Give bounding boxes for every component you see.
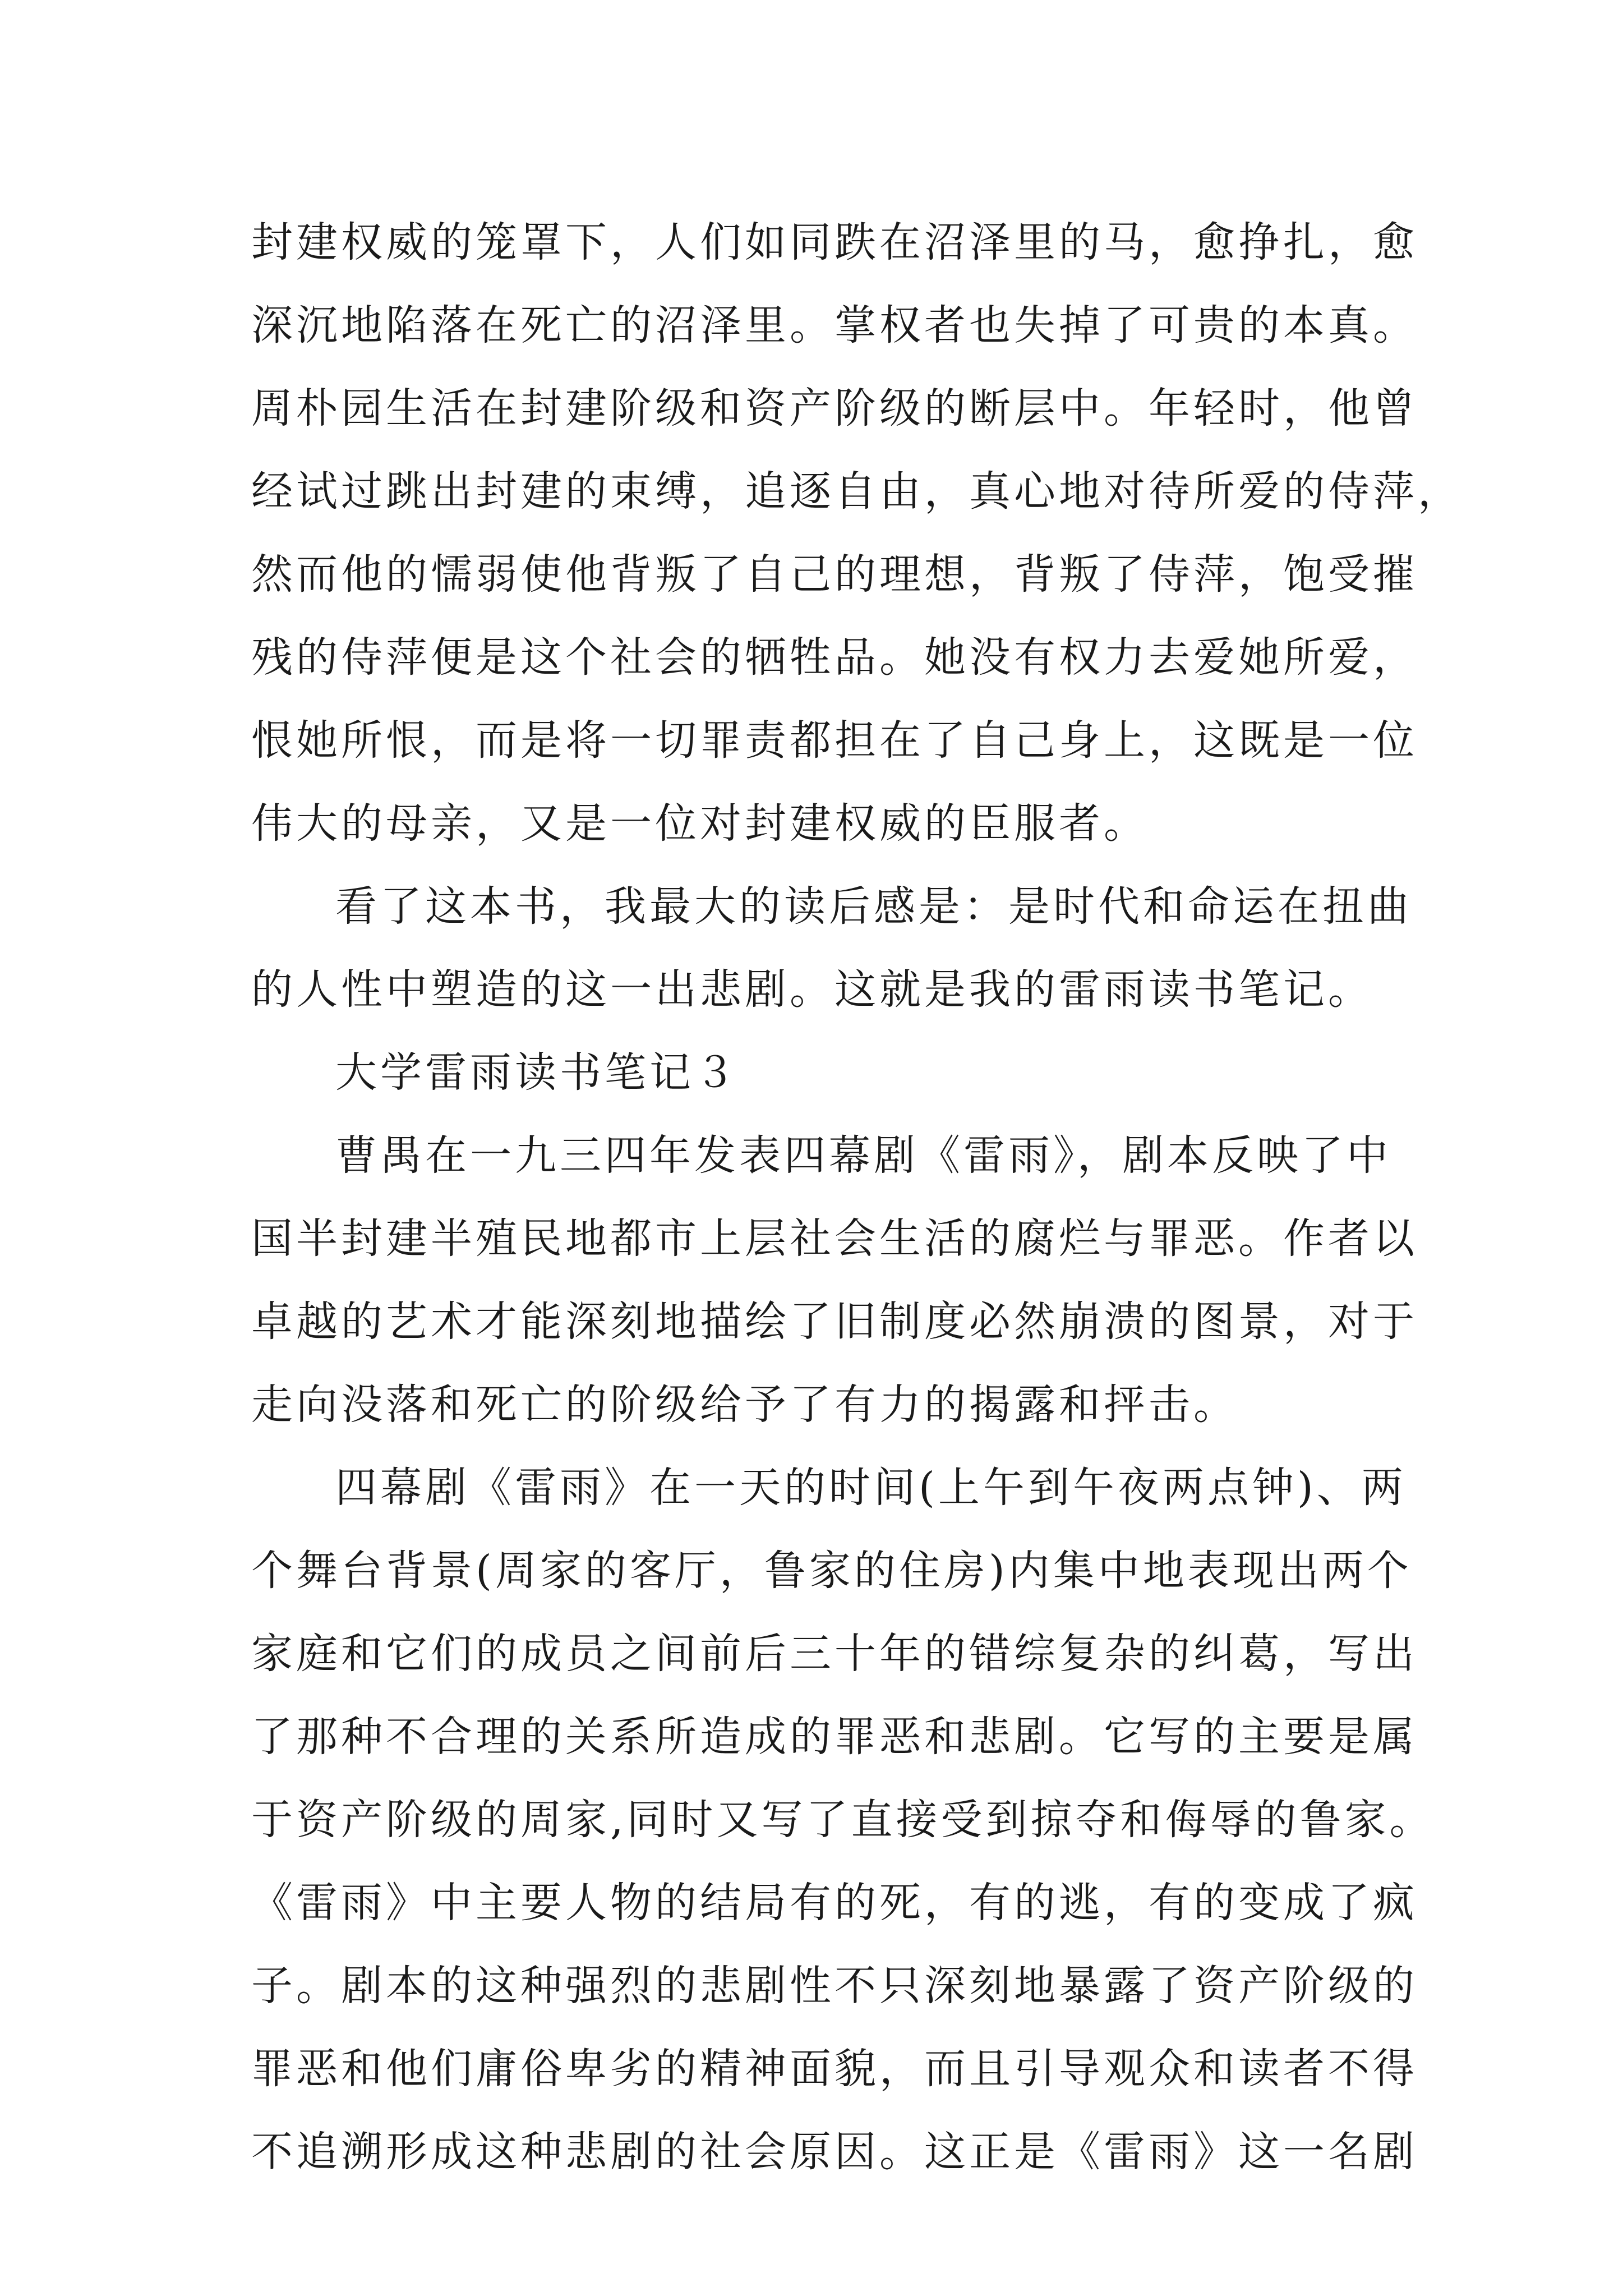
text-line: 不追溯形成这种悲剧的社会原因。这正是《雷雨》这一名剧 — [251, 2128, 1418, 2176]
paragraph-start-line: 曹禺在一九三四年发表四幕剧《雷雨》，剧本反映了中 — [335, 1131, 1391, 1180]
text-line: 然而他的懦弱使他背叛了自己的理想，背叛了侍萍，饱受摧 — [251, 550, 1418, 599]
text-line: 恨她所恨，而是将一切罪责都担在了自己身上，这既是一位 — [251, 716, 1418, 765]
text-line: 周朴园生活在封建阶级和资产阶级的断层中。年轻时，他曾 — [251, 384, 1418, 432]
text-line: 封建权威的笼罩下，人们如同跌在沼泽里的马，愈挣扎，愈 — [251, 218, 1418, 266]
text-line: 个舞台背景(周家的客厅，鲁家的住房)内集中地表现出两个 — [251, 1547, 1412, 1595]
text-line: 卓越的艺术才能深刻地描绘了旧制度必然崩溃的图景，对于 — [251, 1297, 1418, 1346]
paragraph-start-line: 看了这本书，我最大的读后感是：是时代和命运在扭曲 — [335, 882, 1412, 931]
text-line: 国半封建半殖民地都市上层社会生活的腐烂与罪恶。作者以 — [251, 1214, 1418, 1263]
text-line: 经试过跳出封建的束缚，追逐自由，真心地对待所爱的侍萍， — [251, 467, 1463, 516]
text-line: 于资产阶级的周家,同时又写了直接受到掠夺和侮辱的鲁家。 — [251, 1796, 1435, 1844]
text-line: 深沉地陷落在死亡的沼泽里。掌权者也失掉了可贵的本真。 — [251, 301, 1418, 349]
paragraph-start-line: 四幕剧《雷雨》在一天的时间(上午到午夜两点钟)、两 — [335, 1464, 1407, 1512]
text-line: 的人性中塑造的这一出悲剧。这就是我的雷雨读书笔记。 — [251, 965, 1373, 1014]
text-line: 家庭和它们的成员之间前后三十年的错综复杂的纠葛，写出 — [251, 1630, 1418, 1678]
text-line: 走向没落和死亡的阶级给予了有力的揭露和抨击。 — [251, 1381, 1238, 1429]
text-line: 子。剧本的这种强烈的悲剧性不只深刻地暴露了资产阶级的 — [251, 1962, 1418, 2010]
text-line: 《雷雨》中主要人物的结局有的死，有的逃，有的变成了疯 — [251, 1879, 1418, 1927]
text-line: 了那种不合理的关系所造成的罪恶和悲剧。它写的主要是属 — [251, 1713, 1418, 1761]
section-heading: 大学雷雨读书笔记３ — [335, 1048, 739, 1097]
text-line: 罪恶和他们庸俗卑劣的精神面貌，而且引导观众和读者不得 — [251, 2045, 1418, 2093]
text-line: 伟大的母亲，又是一位对封建权威的臣服者。 — [251, 799, 1149, 848]
text-line: 残的侍萍便是这个社会的牺牲品。她没有权力去爱她所爱， — [251, 633, 1418, 682]
